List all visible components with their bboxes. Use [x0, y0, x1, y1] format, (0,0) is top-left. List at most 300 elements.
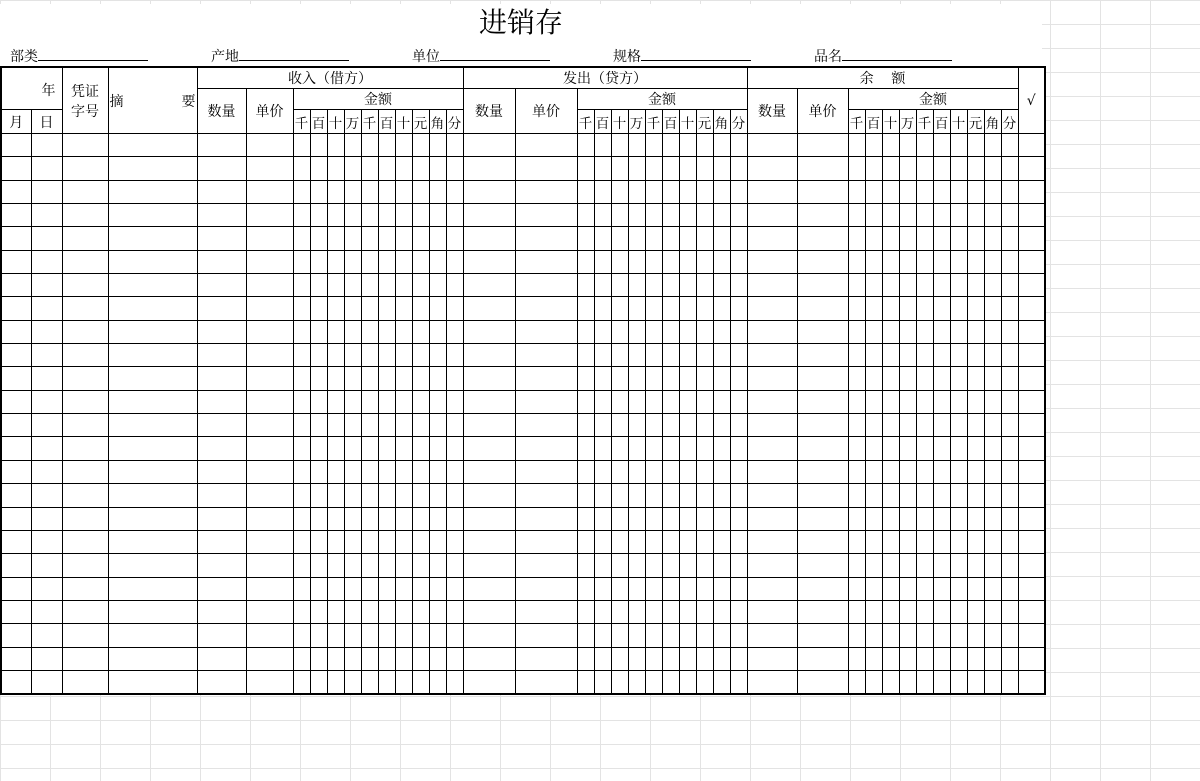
table-cell[interactable]	[628, 297, 645, 320]
table-cell[interactable]	[361, 600, 378, 623]
table-cell[interactable]	[645, 507, 662, 530]
table-cell[interactable]	[344, 204, 361, 227]
table-cell[interactable]	[429, 367, 446, 390]
table-cell[interactable]	[293, 157, 310, 180]
table-cell[interactable]	[967, 204, 984, 227]
table-cell[interactable]	[108, 554, 197, 577]
table-cell[interactable]	[882, 414, 899, 437]
table-cell[interactable]	[378, 484, 395, 507]
table-cell[interactable]	[515, 320, 577, 343]
table-cell[interactable]	[594, 484, 611, 507]
table-cell[interactable]	[865, 390, 882, 413]
table-cell[interactable]	[713, 180, 730, 203]
table-cell[interactable]	[246, 414, 293, 437]
table-cell[interactable]	[696, 320, 713, 343]
table-cell[interactable]	[628, 204, 645, 227]
table-cell[interactable]	[594, 390, 611, 413]
table-cell[interactable]	[1, 437, 31, 460]
table-cell[interactable]	[933, 577, 950, 600]
table-cell[interactable]	[108, 624, 197, 647]
table-cell[interactable]	[1018, 367, 1045, 390]
table-cell[interactable]	[848, 647, 865, 670]
table-cell[interactable]	[429, 460, 446, 483]
table-cell[interactable]	[713, 600, 730, 623]
table-cell[interactable]	[577, 227, 594, 250]
table-cell[interactable]	[882, 157, 899, 180]
table-cell[interactable]	[246, 204, 293, 227]
table-cell[interactable]	[662, 320, 679, 343]
table-cell[interactable]	[899, 577, 916, 600]
table-cell[interactable]	[848, 414, 865, 437]
table-cell[interactable]	[662, 227, 679, 250]
table-cell[interactable]	[916, 320, 933, 343]
table-cell[interactable]	[1, 670, 31, 693]
table-cell[interactable]	[395, 414, 412, 437]
table-cell[interactable]	[1018, 437, 1045, 460]
table-cell[interactable]	[611, 320, 628, 343]
table-cell[interactable]	[1, 600, 31, 623]
table-cell[interactable]	[933, 437, 950, 460]
table-cell[interactable]	[848, 554, 865, 577]
table-cell[interactable]	[747, 180, 797, 203]
table-cell[interactable]	[361, 530, 378, 553]
table-cell[interactable]	[1001, 227, 1018, 250]
table-cell[interactable]	[1018, 134, 1045, 157]
table-cell[interactable]	[984, 507, 1001, 530]
table-cell[interactable]	[31, 344, 62, 367]
table-cell[interactable]	[327, 274, 344, 297]
table-cell[interactable]	[967, 134, 984, 157]
table-cell[interactable]	[696, 437, 713, 460]
table-cell[interactable]	[950, 647, 967, 670]
table-cell[interactable]	[662, 530, 679, 553]
table-cell[interactable]	[848, 624, 865, 647]
table-cell[interactable]	[679, 577, 696, 600]
table-cell[interactable]	[611, 297, 628, 320]
table-cell[interactable]	[310, 344, 327, 367]
table-cell[interactable]	[797, 507, 848, 530]
table-cell[interactable]	[515, 250, 577, 273]
table-cell[interactable]	[246, 647, 293, 670]
table-cell[interactable]	[984, 367, 1001, 390]
table-cell[interactable]	[197, 624, 246, 647]
table-cell[interactable]	[679, 414, 696, 437]
table-cell[interactable]	[865, 320, 882, 343]
table-cell[interactable]	[797, 647, 848, 670]
table-cell[interactable]	[327, 647, 344, 670]
table-cell[interactable]	[344, 367, 361, 390]
table-cell[interactable]	[577, 204, 594, 227]
table-cell[interactable]	[848, 507, 865, 530]
table-cell[interactable]	[594, 274, 611, 297]
table-cell[interactable]	[679, 157, 696, 180]
table-cell[interactable]	[594, 320, 611, 343]
table-cell[interactable]	[679, 390, 696, 413]
table-cell[interactable]	[950, 437, 967, 460]
table-cell[interactable]	[515, 577, 577, 600]
table-cell[interactable]	[730, 320, 747, 343]
table-cell[interactable]	[1, 297, 31, 320]
table-cell[interactable]	[293, 274, 310, 297]
table-cell[interactable]	[1, 554, 31, 577]
table-cell[interactable]	[747, 670, 797, 693]
table-cell[interactable]	[933, 250, 950, 273]
table-cell[interactable]	[1018, 204, 1045, 227]
table-cell[interactable]	[713, 204, 730, 227]
table-cell[interactable]	[378, 670, 395, 693]
table-cell[interactable]	[848, 577, 865, 600]
table-cell[interactable]	[197, 530, 246, 553]
table-cell[interactable]	[797, 577, 848, 600]
table-cell[interactable]	[1001, 344, 1018, 367]
table-cell[interactable]	[577, 250, 594, 273]
table-cell[interactable]	[310, 624, 327, 647]
table-cell[interactable]	[950, 367, 967, 390]
table-cell[interactable]	[344, 484, 361, 507]
table-cell[interactable]	[916, 554, 933, 577]
table-cell[interactable]	[463, 507, 515, 530]
table-cell[interactable]	[662, 437, 679, 460]
table-cell[interactable]	[463, 250, 515, 273]
table-cell[interactable]	[797, 437, 848, 460]
table-cell[interactable]	[577, 437, 594, 460]
table-cell[interactable]	[395, 577, 412, 600]
table-cell[interactable]	[984, 390, 1001, 413]
table-cell[interactable]	[882, 274, 899, 297]
table-cell[interactable]	[916, 204, 933, 227]
table-cell[interactable]	[848, 250, 865, 273]
table-cell[interactable]	[327, 670, 344, 693]
table-cell[interactable]	[984, 320, 1001, 343]
table-cell[interactable]	[916, 624, 933, 647]
table-cell[interactable]	[246, 670, 293, 693]
table-cell[interactable]	[865, 647, 882, 670]
table-cell[interactable]	[446, 600, 463, 623]
table-cell[interactable]	[293, 250, 310, 273]
table-cell[interactable]	[933, 227, 950, 250]
table-cell[interactable]	[62, 414, 108, 437]
table-cell[interactable]	[679, 670, 696, 693]
table-cell[interactable]	[747, 134, 797, 157]
table-cell[interactable]	[412, 390, 429, 413]
table-cell[interactable]	[310, 507, 327, 530]
table-cell[interactable]	[361, 437, 378, 460]
table-cell[interactable]	[967, 554, 984, 577]
table-cell[interactable]	[984, 437, 1001, 460]
table-cell[interactable]	[967, 180, 984, 203]
table-cell[interactable]	[108, 507, 197, 530]
table-cell[interactable]	[797, 320, 848, 343]
table-cell[interactable]	[594, 204, 611, 227]
table-cell[interactable]	[933, 670, 950, 693]
table-cell[interactable]	[916, 274, 933, 297]
table-cell[interactable]	[882, 577, 899, 600]
table-cell[interactable]	[933, 204, 950, 227]
table-cell[interactable]	[848, 297, 865, 320]
table-cell[interactable]	[197, 600, 246, 623]
table-cell[interactable]	[361, 460, 378, 483]
table-cell[interactable]	[645, 484, 662, 507]
table-cell[interactable]	[246, 390, 293, 413]
table-cell[interactable]	[797, 484, 848, 507]
table-cell[interactable]	[1, 320, 31, 343]
table-cell[interactable]	[713, 297, 730, 320]
table-cell[interactable]	[730, 647, 747, 670]
table-cell[interactable]	[1018, 577, 1045, 600]
table-cell[interactable]	[645, 647, 662, 670]
table-cell[interactable]	[429, 297, 446, 320]
table-cell[interactable]	[645, 554, 662, 577]
table-cell[interactable]	[108, 320, 197, 343]
table-cell[interactable]	[108, 344, 197, 367]
table-cell[interactable]	[984, 484, 1001, 507]
table-cell[interactable]	[916, 297, 933, 320]
table-cell[interactable]	[628, 600, 645, 623]
table-cell[interactable]	[950, 250, 967, 273]
table-cell[interactable]	[463, 647, 515, 670]
table-cell[interactable]	[730, 414, 747, 437]
table-cell[interactable]	[378, 437, 395, 460]
table-cell[interactable]	[950, 460, 967, 483]
table-cell[interactable]	[108, 180, 197, 203]
table-cell[interactable]	[108, 227, 197, 250]
table-cell[interactable]	[62, 390, 108, 413]
table-cell[interactable]	[865, 297, 882, 320]
table-cell[interactable]	[882, 647, 899, 670]
table-cell[interactable]	[611, 414, 628, 437]
table-cell[interactable]	[246, 624, 293, 647]
table-cell[interactable]	[310, 437, 327, 460]
table-cell[interactable]	[1, 577, 31, 600]
table-cell[interactable]	[246, 367, 293, 390]
table-cell[interactable]	[515, 274, 577, 297]
table-cell[interactable]	[446, 647, 463, 670]
table-cell[interactable]	[628, 670, 645, 693]
table-cell[interactable]	[108, 670, 197, 693]
table-cell[interactable]	[515, 600, 577, 623]
table-cell[interactable]	[1018, 274, 1045, 297]
table-cell[interactable]	[463, 180, 515, 203]
table-cell[interactable]	[310, 204, 327, 227]
table-cell[interactable]	[645, 670, 662, 693]
table-cell[interactable]	[361, 624, 378, 647]
table-cell[interactable]	[327, 437, 344, 460]
table-cell[interactable]	[361, 227, 378, 250]
table-cell[interactable]	[865, 157, 882, 180]
table-cell[interactable]	[967, 274, 984, 297]
table-cell[interactable]	[984, 227, 1001, 250]
table-cell[interactable]	[713, 577, 730, 600]
table-cell[interactable]	[916, 647, 933, 670]
table-cell[interactable]	[797, 624, 848, 647]
table-cell[interactable]	[916, 250, 933, 273]
table-cell[interactable]	[950, 180, 967, 203]
table-cell[interactable]	[950, 157, 967, 180]
table-cell[interactable]	[662, 414, 679, 437]
table-cell[interactable]	[797, 157, 848, 180]
table-cell[interactable]	[361, 390, 378, 413]
table-cell[interactable]	[679, 367, 696, 390]
table-cell[interactable]	[933, 180, 950, 203]
table-cell[interactable]	[1018, 297, 1045, 320]
table-cell[interactable]	[797, 460, 848, 483]
table-cell[interactable]	[62, 460, 108, 483]
table-cell[interactable]	[463, 227, 515, 250]
table-cell[interactable]	[310, 274, 327, 297]
table-cell[interactable]	[882, 530, 899, 553]
table-cell[interactable]	[361, 297, 378, 320]
table-cell[interactable]	[645, 134, 662, 157]
table-cell[interactable]	[412, 134, 429, 157]
table-cell[interactable]	[645, 460, 662, 483]
table-cell[interactable]	[747, 554, 797, 577]
table-cell[interactable]	[515, 507, 577, 530]
table-cell[interactable]	[246, 134, 293, 157]
table-cell[interactable]	[429, 134, 446, 157]
table-cell[interactable]	[197, 157, 246, 180]
table-cell[interactable]	[747, 250, 797, 273]
table-cell[interactable]	[463, 204, 515, 227]
table-cell[interactable]	[31, 180, 62, 203]
table-cell[interactable]	[361, 577, 378, 600]
table-cell[interactable]	[747, 507, 797, 530]
table-cell[interactable]	[344, 344, 361, 367]
table-cell[interactable]	[327, 507, 344, 530]
table-cell[interactable]	[628, 367, 645, 390]
table-cell[interactable]	[31, 670, 62, 693]
table-cell[interactable]	[662, 204, 679, 227]
table-cell[interactable]	[628, 577, 645, 600]
table-cell[interactable]	[446, 344, 463, 367]
table-cell[interactable]	[594, 134, 611, 157]
table-cell[interactable]	[662, 344, 679, 367]
table-cell[interactable]	[293, 180, 310, 203]
table-cell[interactable]	[1, 624, 31, 647]
table-cell[interactable]	[933, 297, 950, 320]
table-cell[interactable]	[293, 437, 310, 460]
table-cell[interactable]	[848, 180, 865, 203]
table-cell[interactable]	[747, 344, 797, 367]
table-cell[interactable]	[31, 624, 62, 647]
table-cell[interactable]	[310, 157, 327, 180]
table-cell[interactable]	[1001, 414, 1018, 437]
table-cell[interactable]	[1001, 577, 1018, 600]
table-cell[interactable]	[747, 577, 797, 600]
table-cell[interactable]	[361, 204, 378, 227]
table-cell[interactable]	[1018, 390, 1045, 413]
table-cell[interactable]	[933, 414, 950, 437]
table-cell[interactable]	[713, 507, 730, 530]
table-cell[interactable]	[611, 600, 628, 623]
table-cell[interactable]	[108, 250, 197, 273]
table-cell[interactable]	[662, 670, 679, 693]
table-cell[interactable]	[361, 414, 378, 437]
table-cell[interactable]	[933, 647, 950, 670]
table-cell[interactable]	[933, 344, 950, 367]
table-cell[interactable]	[645, 390, 662, 413]
table-cell[interactable]	[1, 227, 31, 250]
table-cell[interactable]	[378, 204, 395, 227]
table-cell[interactable]	[950, 507, 967, 530]
table-cell[interactable]	[197, 344, 246, 367]
table-cell[interactable]	[797, 670, 848, 693]
table-cell[interactable]	[1018, 624, 1045, 647]
table-cell[interactable]	[594, 367, 611, 390]
table-cell[interactable]	[1, 647, 31, 670]
table-cell[interactable]	[197, 180, 246, 203]
table-cell[interactable]	[696, 204, 713, 227]
table-cell[interactable]	[611, 204, 628, 227]
table-cell[interactable]	[865, 344, 882, 367]
table-cell[interactable]	[1, 484, 31, 507]
table-cell[interactable]	[848, 134, 865, 157]
table-cell[interactable]	[577, 180, 594, 203]
table-cell[interactable]	[611, 554, 628, 577]
table-cell[interactable]	[446, 670, 463, 693]
table-cell[interactable]	[395, 344, 412, 367]
table-cell[interactable]	[378, 554, 395, 577]
table-cell[interactable]	[747, 484, 797, 507]
table-cell[interactable]	[1018, 600, 1045, 623]
table-cell[interactable]	[327, 204, 344, 227]
table-cell[interactable]	[361, 367, 378, 390]
table-cell[interactable]	[594, 180, 611, 203]
table-cell[interactable]	[984, 414, 1001, 437]
table-cell[interactable]	[984, 624, 1001, 647]
table-cell[interactable]	[848, 274, 865, 297]
table-cell[interactable]	[882, 624, 899, 647]
table-cell[interactable]	[594, 414, 611, 437]
table-cell[interactable]	[463, 367, 515, 390]
table-cell[interactable]	[293, 320, 310, 343]
table-cell[interactable]	[378, 600, 395, 623]
table-cell[interactable]	[797, 390, 848, 413]
table-cell[interactable]	[446, 390, 463, 413]
table-cell[interactable]	[31, 414, 62, 437]
table-cell[interactable]	[412, 274, 429, 297]
table-cell[interactable]	[1018, 157, 1045, 180]
table-cell[interactable]	[662, 554, 679, 577]
table-cell[interactable]	[246, 507, 293, 530]
table-cell[interactable]	[463, 297, 515, 320]
table-cell[interactable]	[62, 204, 108, 227]
table-cell[interactable]	[797, 297, 848, 320]
table-cell[interactable]	[108, 414, 197, 437]
table-cell[interactable]	[645, 204, 662, 227]
table-cell[interactable]	[293, 297, 310, 320]
table-cell[interactable]	[747, 600, 797, 623]
table-cell[interactable]	[515, 227, 577, 250]
table-cell[interactable]	[882, 297, 899, 320]
table-cell[interactable]	[713, 484, 730, 507]
table-cell[interactable]	[395, 600, 412, 623]
table-cell[interactable]	[594, 507, 611, 530]
table-cell[interactable]	[882, 367, 899, 390]
table-cell[interactable]	[662, 297, 679, 320]
table-cell[interactable]	[865, 554, 882, 577]
table-cell[interactable]	[950, 344, 967, 367]
table-cell[interactable]	[395, 297, 412, 320]
table-cell[interactable]	[429, 577, 446, 600]
table-cell[interactable]	[730, 460, 747, 483]
table-cell[interactable]	[628, 390, 645, 413]
table-cell[interactable]	[344, 460, 361, 483]
table-cell[interactable]	[950, 670, 967, 693]
table-cell[interactable]	[463, 600, 515, 623]
table-cell[interactable]	[1018, 250, 1045, 273]
table-cell[interactable]	[463, 437, 515, 460]
table-cell[interactable]	[327, 134, 344, 157]
